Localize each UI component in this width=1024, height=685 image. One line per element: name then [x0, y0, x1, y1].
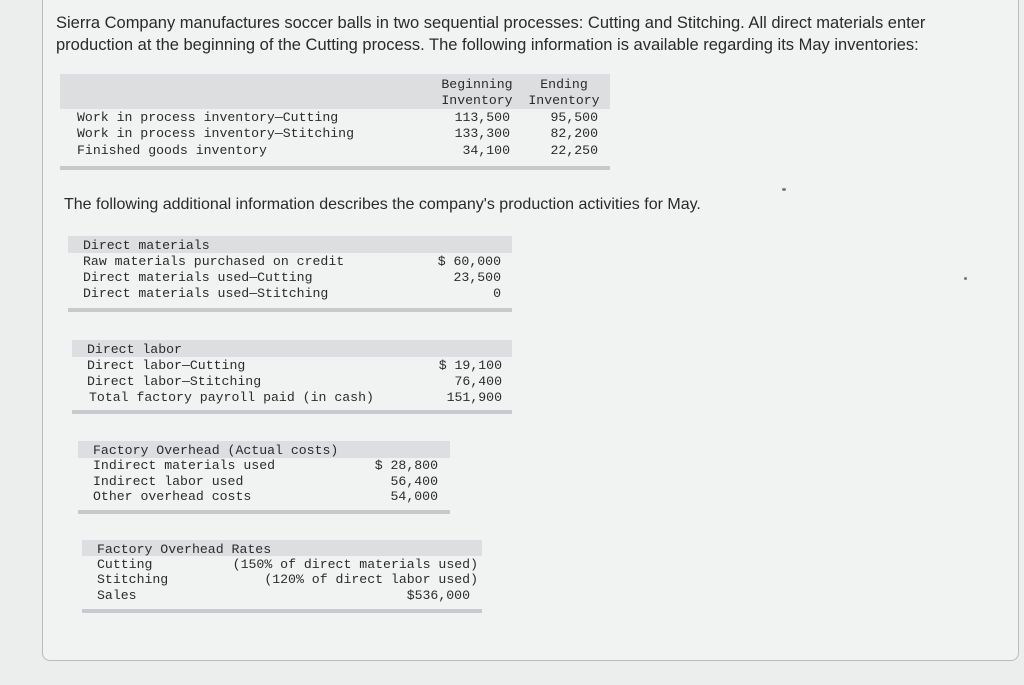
table-row-value: 54,000 — [390, 489, 438, 504]
inventory-row-beginning: 113,500 — [454, 110, 510, 125]
inventory-table — [60, 74, 610, 174]
direct-labor-table — [72, 340, 512, 420]
table-row-value: (150% of direct materials used) — [232, 557, 478, 572]
inventory-row-label: Work in process inventory—Stitching — [77, 126, 354, 141]
table-row-label: Direct materials used—Cutting — [83, 270, 313, 285]
inventory-row-beginning: 34,100 — [462, 143, 510, 158]
stray-mark — [782, 188, 786, 191]
factory-overhead-table — [78, 441, 450, 519]
table-row-label: Direct labor—Stitching — [87, 374, 262, 389]
table-header: Factory Overhead Rates — [97, 542, 272, 557]
table-row-label: Total factory payroll paid (in cash) — [89, 390, 374, 405]
table-row-value: 56,400 — [390, 474, 438, 489]
inventory-row-ending: 82,200 — [550, 126, 598, 141]
inventory-row-beginning: 133,300 — [454, 126, 510, 141]
table-row-label: Direct labor—Cutting — [87, 358, 246, 373]
inventory-row-ending: 95,500 — [550, 110, 598, 125]
table-row-value: 151,900 — [446, 390, 502, 405]
table-row-value: $ 19,100 — [438, 358, 502, 373]
additional-info-text: The following additional information describes the company's production activities for May. — [64, 196, 701, 213]
col-header-ending: Ending Inventory — [528, 77, 600, 108]
stray-mark — [964, 277, 967, 280]
table-row-value: 76,400 — [454, 374, 502, 389]
table-row-label: Cutting — [97, 557, 153, 572]
table-header: Direct labor — [87, 342, 182, 357]
table-row-value: $536,000 — [406, 588, 470, 603]
table-row-value: 23,500 — [453, 270, 501, 285]
overhead-rates-table — [82, 540, 482, 618]
table-row-label: Other overhead costs — [93, 489, 252, 504]
direct-materials-table — [68, 236, 512, 318]
table-row-value: (120% of direct labor used) — [264, 572, 478, 587]
table-row-label: Direct materials used—Stitching — [83, 286, 329, 301]
table-row-value: $ 60,000 — [437, 254, 501, 269]
intro-paragraph: Sierra Company manufactures soccer balls in two sequential processes: Cutting and Stitching. All direct materials enter production at the beginning of the Cutting process. The following information is available regarding its May inventories: — [56, 14, 926, 54]
table-row-label: Raw materials purchased on credit — [83, 254, 345, 269]
table-row-label: Sales — [97, 588, 137, 603]
table-header: Direct materials — [83, 238, 210, 253]
table-row-label: Stitching — [97, 572, 169, 587]
inventory-row-ending: 22,250 — [550, 143, 598, 158]
col-header-beginning: Beginning Inventory — [441, 77, 513, 108]
table-row-label: Indirect materials used — [93, 458, 276, 473]
table-row-value: $ 28,800 — [374, 458, 438, 473]
table-row-value: 0 — [493, 286, 501, 301]
inventory-row-label: Work in process inventory—Cutting — [77, 110, 339, 125]
inventory-row-label: Finished goods inventory — [77, 143, 267, 158]
table-header: Factory Overhead (Actual costs) — [93, 443, 339, 458]
table-row-label: Indirect labor used — [93, 474, 244, 489]
